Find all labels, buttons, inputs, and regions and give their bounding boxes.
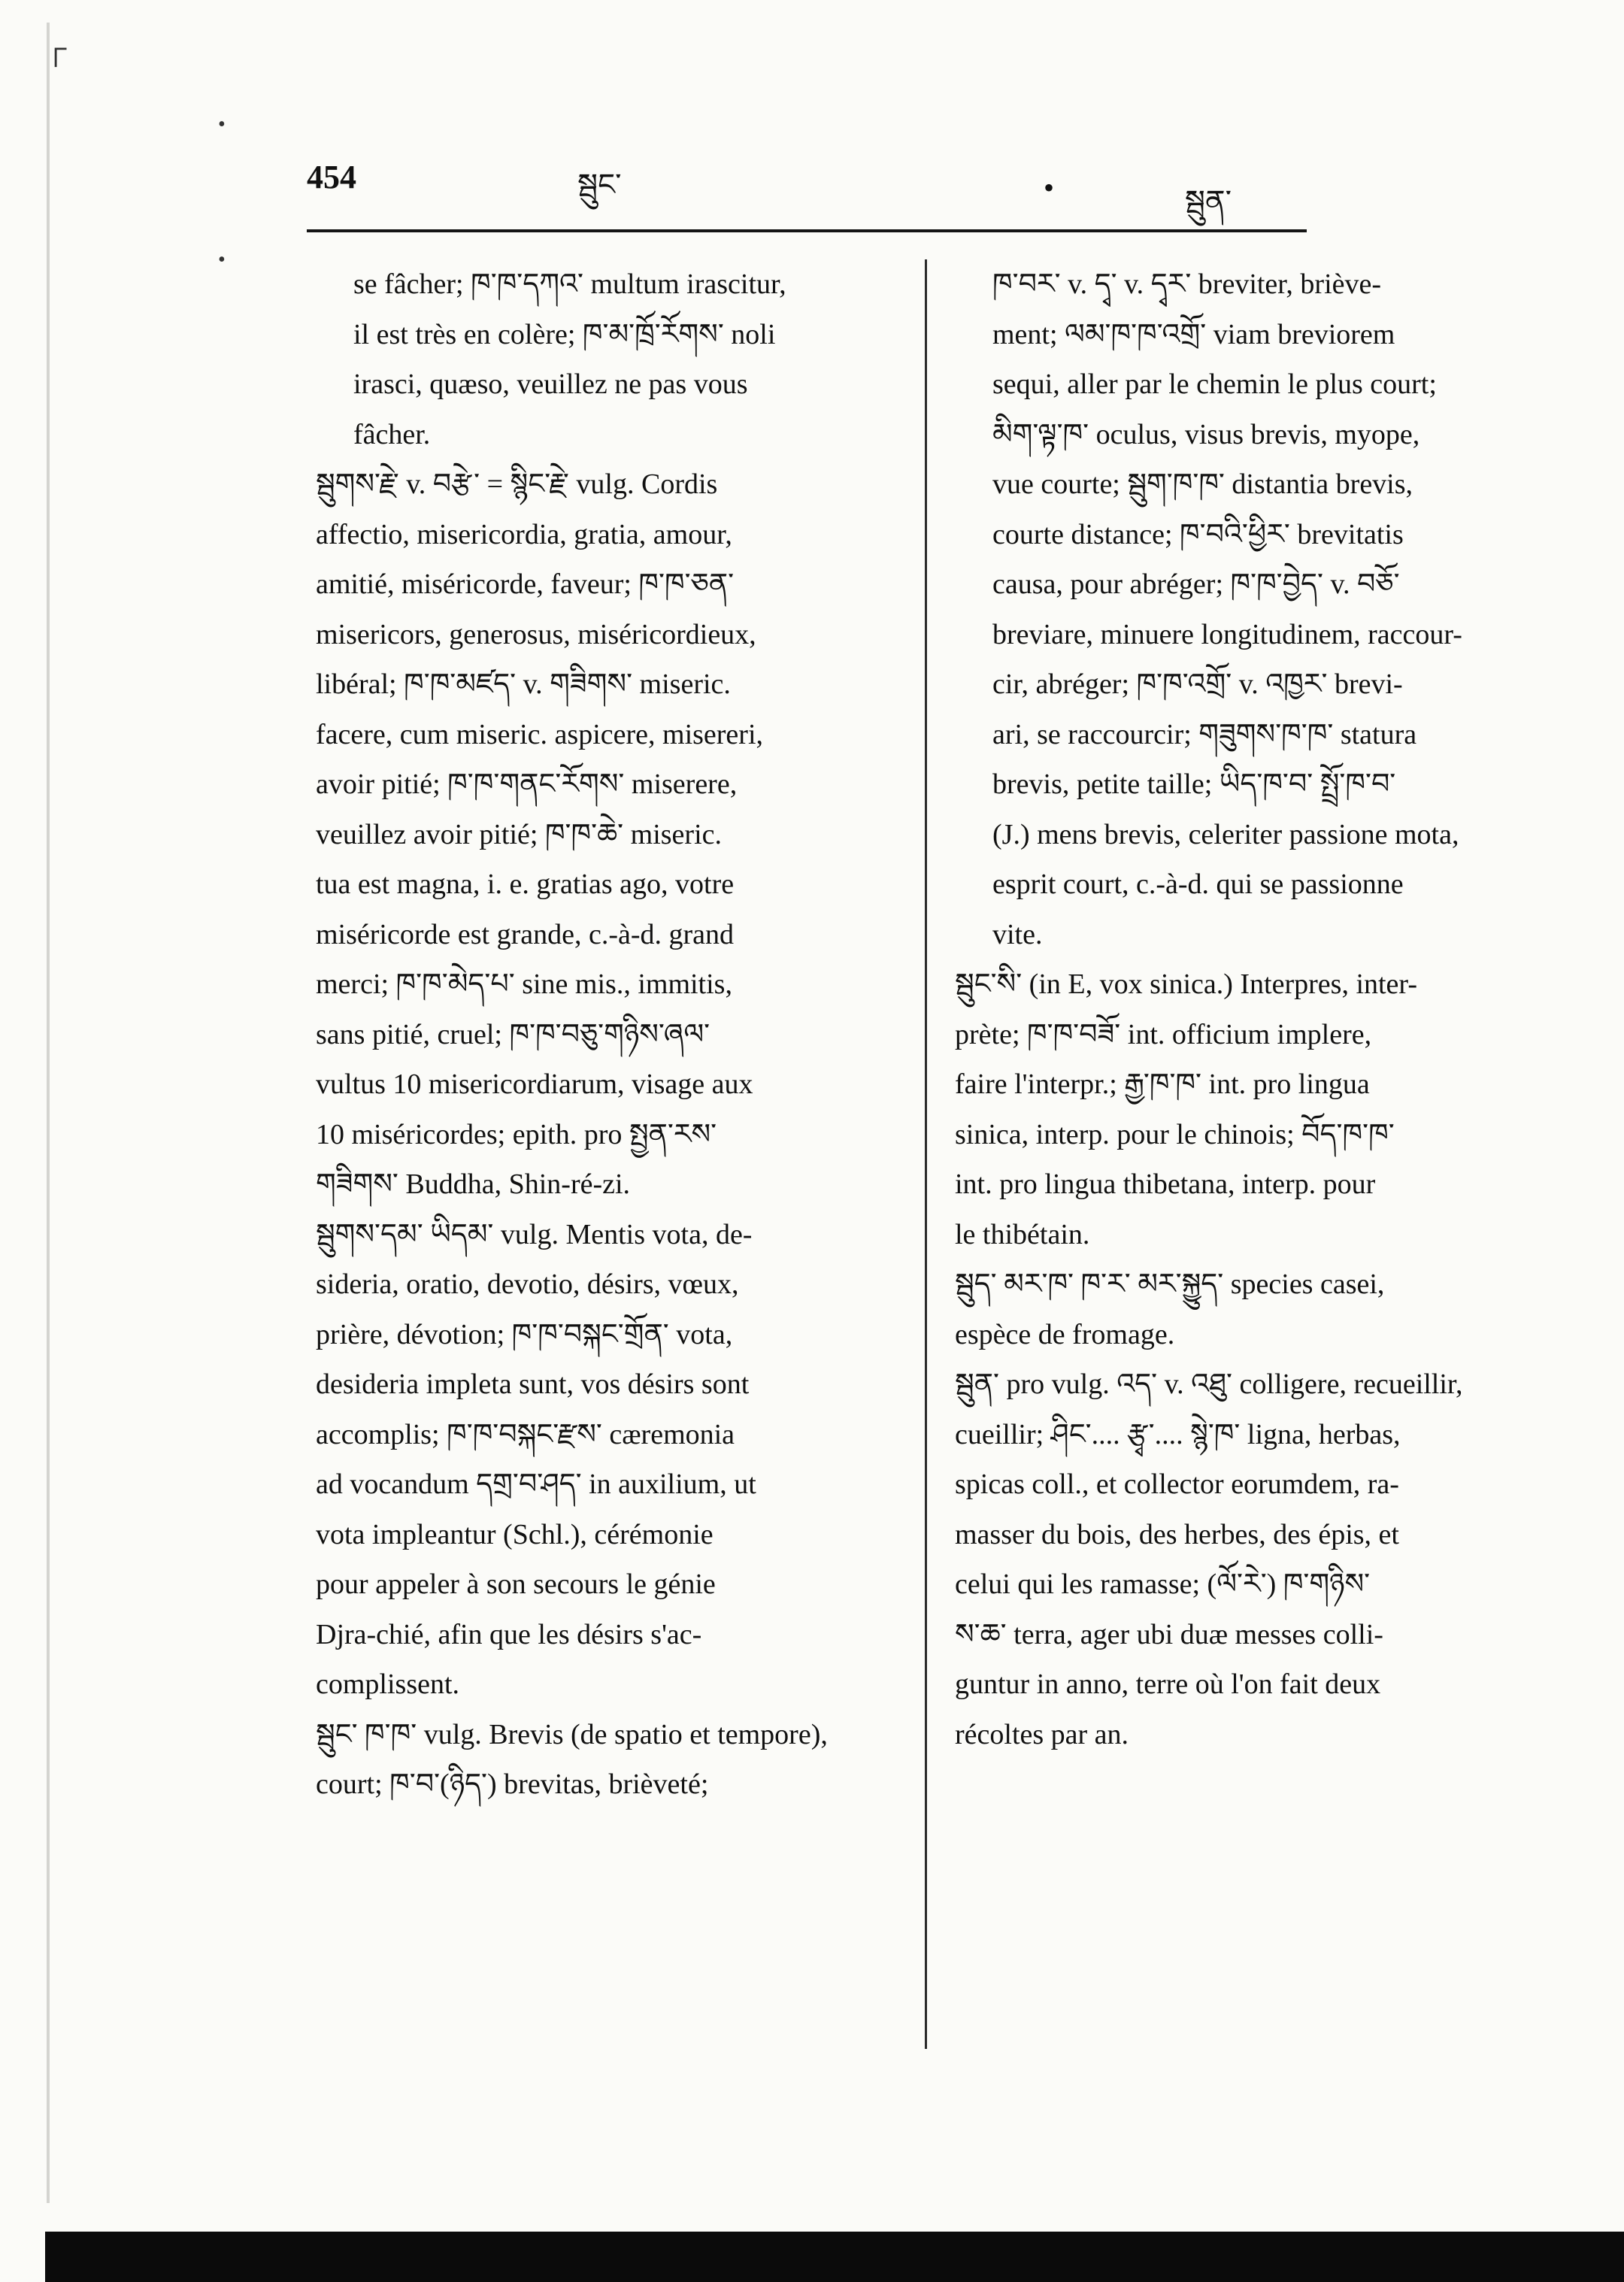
text-line: vota impleantur (Schl.), cérémonie xyxy=(316,1518,714,1550)
text-line: prière, dévotion; ཁ་ཁ་བསྐང་གྲོན་ vota, xyxy=(316,1318,733,1350)
text-line: desideria impleta sunt, vos désirs sont xyxy=(316,1368,750,1400)
text-line: ས་ཆ་ terra, ager ubi duæ messes colli- xyxy=(955,1618,1383,1650)
text-line: facere, cum miseric. aspicere, misereri, xyxy=(316,718,764,750)
scan-mark: ┌ xyxy=(45,31,67,65)
text-line: sinica, interp. pour le chinois; བོད་ཁ་ཁ་ xyxy=(955,1118,1395,1150)
dictionary-entry xyxy=(955,959,1564,1259)
text-line: sequi, aller par le chemin le plus court; xyxy=(992,368,1437,400)
scan-bottom-bar xyxy=(45,2232,1624,2282)
text-line: affectio, misericordia, gratia, amour, xyxy=(316,518,732,550)
text-line: miséricorde est grande, c.-à-d. grand xyxy=(316,918,735,950)
text-line: ment; ལམ་ཁ་ཁ་འགྲོ་ viam breviorem xyxy=(992,318,1395,350)
entry-continuation xyxy=(316,259,914,459)
text-line: esprit court, c.-à-d. qui se passionne xyxy=(992,868,1404,900)
text-line: merci; ཁ་ཁ་མེད་པ་ sine mis., immitis, xyxy=(316,968,732,1000)
text-line: ad vocandum དགྲ་བ་ཤད་ in auxilium, ut xyxy=(316,1468,756,1500)
text-line: tua est magna, i. e. gratias ago, votre xyxy=(316,868,735,900)
text-line: il est très en colère; ཁ་མ་ཁྲོ་རོགས་ noli xyxy=(353,318,776,350)
text-line: vultus 10 misericordiarum, visage aux xyxy=(316,1068,753,1100)
text-line: guntur in anno, terre où l'on fait deux xyxy=(955,1668,1381,1700)
text-line: 10 miséricordes; epith. pro སྤྱན་རས་ xyxy=(316,1118,717,1150)
entry-continuation xyxy=(955,259,1564,959)
text-line: vite. xyxy=(992,918,1043,950)
scan-dot: • xyxy=(218,113,226,136)
right-column xyxy=(955,259,1564,1759)
text-line: se fâcher; ཁ་ཁ་དཀའ་ multum irascitur, xyxy=(353,268,786,300)
headword-line: སྦུང་སི་ (in E, vox sinica.) Interpres, inter- xyxy=(955,968,1417,1000)
page-number: 454 xyxy=(307,159,356,195)
text-line: sans pitié, cruel; ཁ་ཁ་བཅུ་གཉིས་ཞལ་ xyxy=(316,1018,710,1050)
text-line: récoltes par an. xyxy=(955,1718,1129,1750)
text-line: གཟིགས་ Buddha, Shin-ré-zi. xyxy=(316,1168,631,1200)
headword-line: སྦུང་ ཁ་ཁ་ vulg. Brevis (de spatio et tempore), xyxy=(316,1718,828,1750)
page-header xyxy=(307,150,1307,233)
text-line: espèce de fromage. xyxy=(955,1318,1175,1350)
text-line: brevis, petite taille; ཡིད་ཁ་བ་ སྤྲོ་ཁ་བ་ xyxy=(992,768,1396,800)
text-line: ཁ་བར་ v. དྭ་ v. དྭར་ breviter, brièvе- xyxy=(992,268,1382,300)
text-line: libéral; ཁ་ཁ་མཛད་ v. གཟིགས་ miseric. xyxy=(316,668,731,700)
headword-line: སྦུགས་རྗེ་ v. བརྩེ་ = སྙིང་རྗེ་ vulg. Cordis xyxy=(316,468,718,500)
header-dot: • xyxy=(1044,171,1055,205)
dictionary-entry xyxy=(316,1710,914,1810)
dictionary-entry xyxy=(955,1259,1564,1359)
text-line: sideria, oratio, devotio, désirs, vœux, xyxy=(316,1268,739,1300)
text-line: complissent. xyxy=(316,1668,460,1700)
text-line: courte distance; ཁ་བའི་ཕྱིར་ brevitatis xyxy=(992,518,1404,550)
text-line: prète; ཁ་ཁ་བཟོ་ int. officium implere, xyxy=(955,1018,1372,1050)
text-line: court; ཁ་བ་(ཉིད་) brevitas, brièveté; xyxy=(316,1768,709,1800)
text-line: མིག་ལྟ་ཁ་ oculus, visus brevis, myope, xyxy=(992,418,1420,450)
text-line: causa, pour abréger; ཁ་ཁ་བྱེད་ v. བཅོ་ xyxy=(992,568,1400,600)
text-line: int. pro lingua thibetana, interp. pour xyxy=(955,1168,1376,1200)
text-line: spicas coll., et collector eorumdem, ra- xyxy=(955,1468,1399,1500)
text-line: celui qui les ramasse; (ལོ་རེ་) ཁ་གཉིས་ xyxy=(955,1568,1371,1600)
text-line: veuillez avoir pitié; ཁ་ཁ་ཆེ་ miseric. xyxy=(316,818,722,850)
text-line: fâcher. xyxy=(353,418,431,450)
text-line: masser du bois, des herbes, des épis, et xyxy=(955,1518,1399,1550)
text-line: misericors, generosus, miséricordieux, xyxy=(316,618,756,650)
header-left-word: སྦུང་ xyxy=(577,168,622,202)
text-line: ari, se raccourcir; གཟུགས་ཁ་ཁ་ statura xyxy=(992,718,1417,750)
text-line: amitié, miséricorde, faveur; ཁ་ཁ་ཅན་ xyxy=(316,568,735,600)
text-line: accomplis; ཁ་ཁ་བསྐང་རྫས་ cæremonia xyxy=(316,1418,735,1450)
left-column xyxy=(316,259,914,1810)
dictionary-entry xyxy=(316,459,914,1210)
text-line: faire l'interpr.; རྒྱ་ཁ་ཁ་ int. pro lingua xyxy=(955,1068,1370,1100)
text-line: irasci, quæso, veuillez ne pas vous xyxy=(353,368,748,400)
text-line: cir, abréger; ཁ་ཁ་འགྲོ་ v. འཁྱར་ brevi- xyxy=(992,668,1403,700)
headword-line: སྦུན་ pro vulg. འད་ v. འཐུ་ colligere, recueillir, xyxy=(955,1368,1463,1400)
column-divider xyxy=(925,259,927,2049)
scan-dot: • xyxy=(218,248,226,271)
text-line: le thibétain. xyxy=(955,1218,1090,1250)
dictionary-entry xyxy=(316,1210,914,1710)
text-line: Djra-chié, afin que les désirs s'ac- xyxy=(316,1618,702,1650)
text-line: breviare, minuere longitudinem, raccour- xyxy=(992,618,1462,650)
headword-line: སྦུད་ མར་ཁ་ ཁ་ར་ མར་སྐྱུད་ species casei, xyxy=(955,1268,1385,1300)
headword-line: སྦུགས་དམ་ ཡིདམ་ vulg. Mentis vota, de- xyxy=(316,1218,753,1250)
text-line: vue courte; སྦུག་ཁ་ཁ་ distantia brevis, xyxy=(992,468,1413,500)
scan-edge xyxy=(47,23,50,2203)
text-line: pour appeler à son secours le génie xyxy=(316,1568,716,1600)
header-rule xyxy=(307,229,1307,232)
text-line: (J.) mens brevis, celeriter passione mota, xyxy=(992,818,1459,850)
header-right-word: སྦུན་ xyxy=(1184,184,1232,219)
dictionary-entry xyxy=(955,1359,1564,1759)
text-line: avoir pitié; ཁ་ཁ་གནང་རོགས་ miserere, xyxy=(316,768,738,800)
text-line: cueillir; ཤིང་.... རྩྭ་.... སྙེ་ཁ་ ligna, herbas, xyxy=(955,1418,1401,1450)
